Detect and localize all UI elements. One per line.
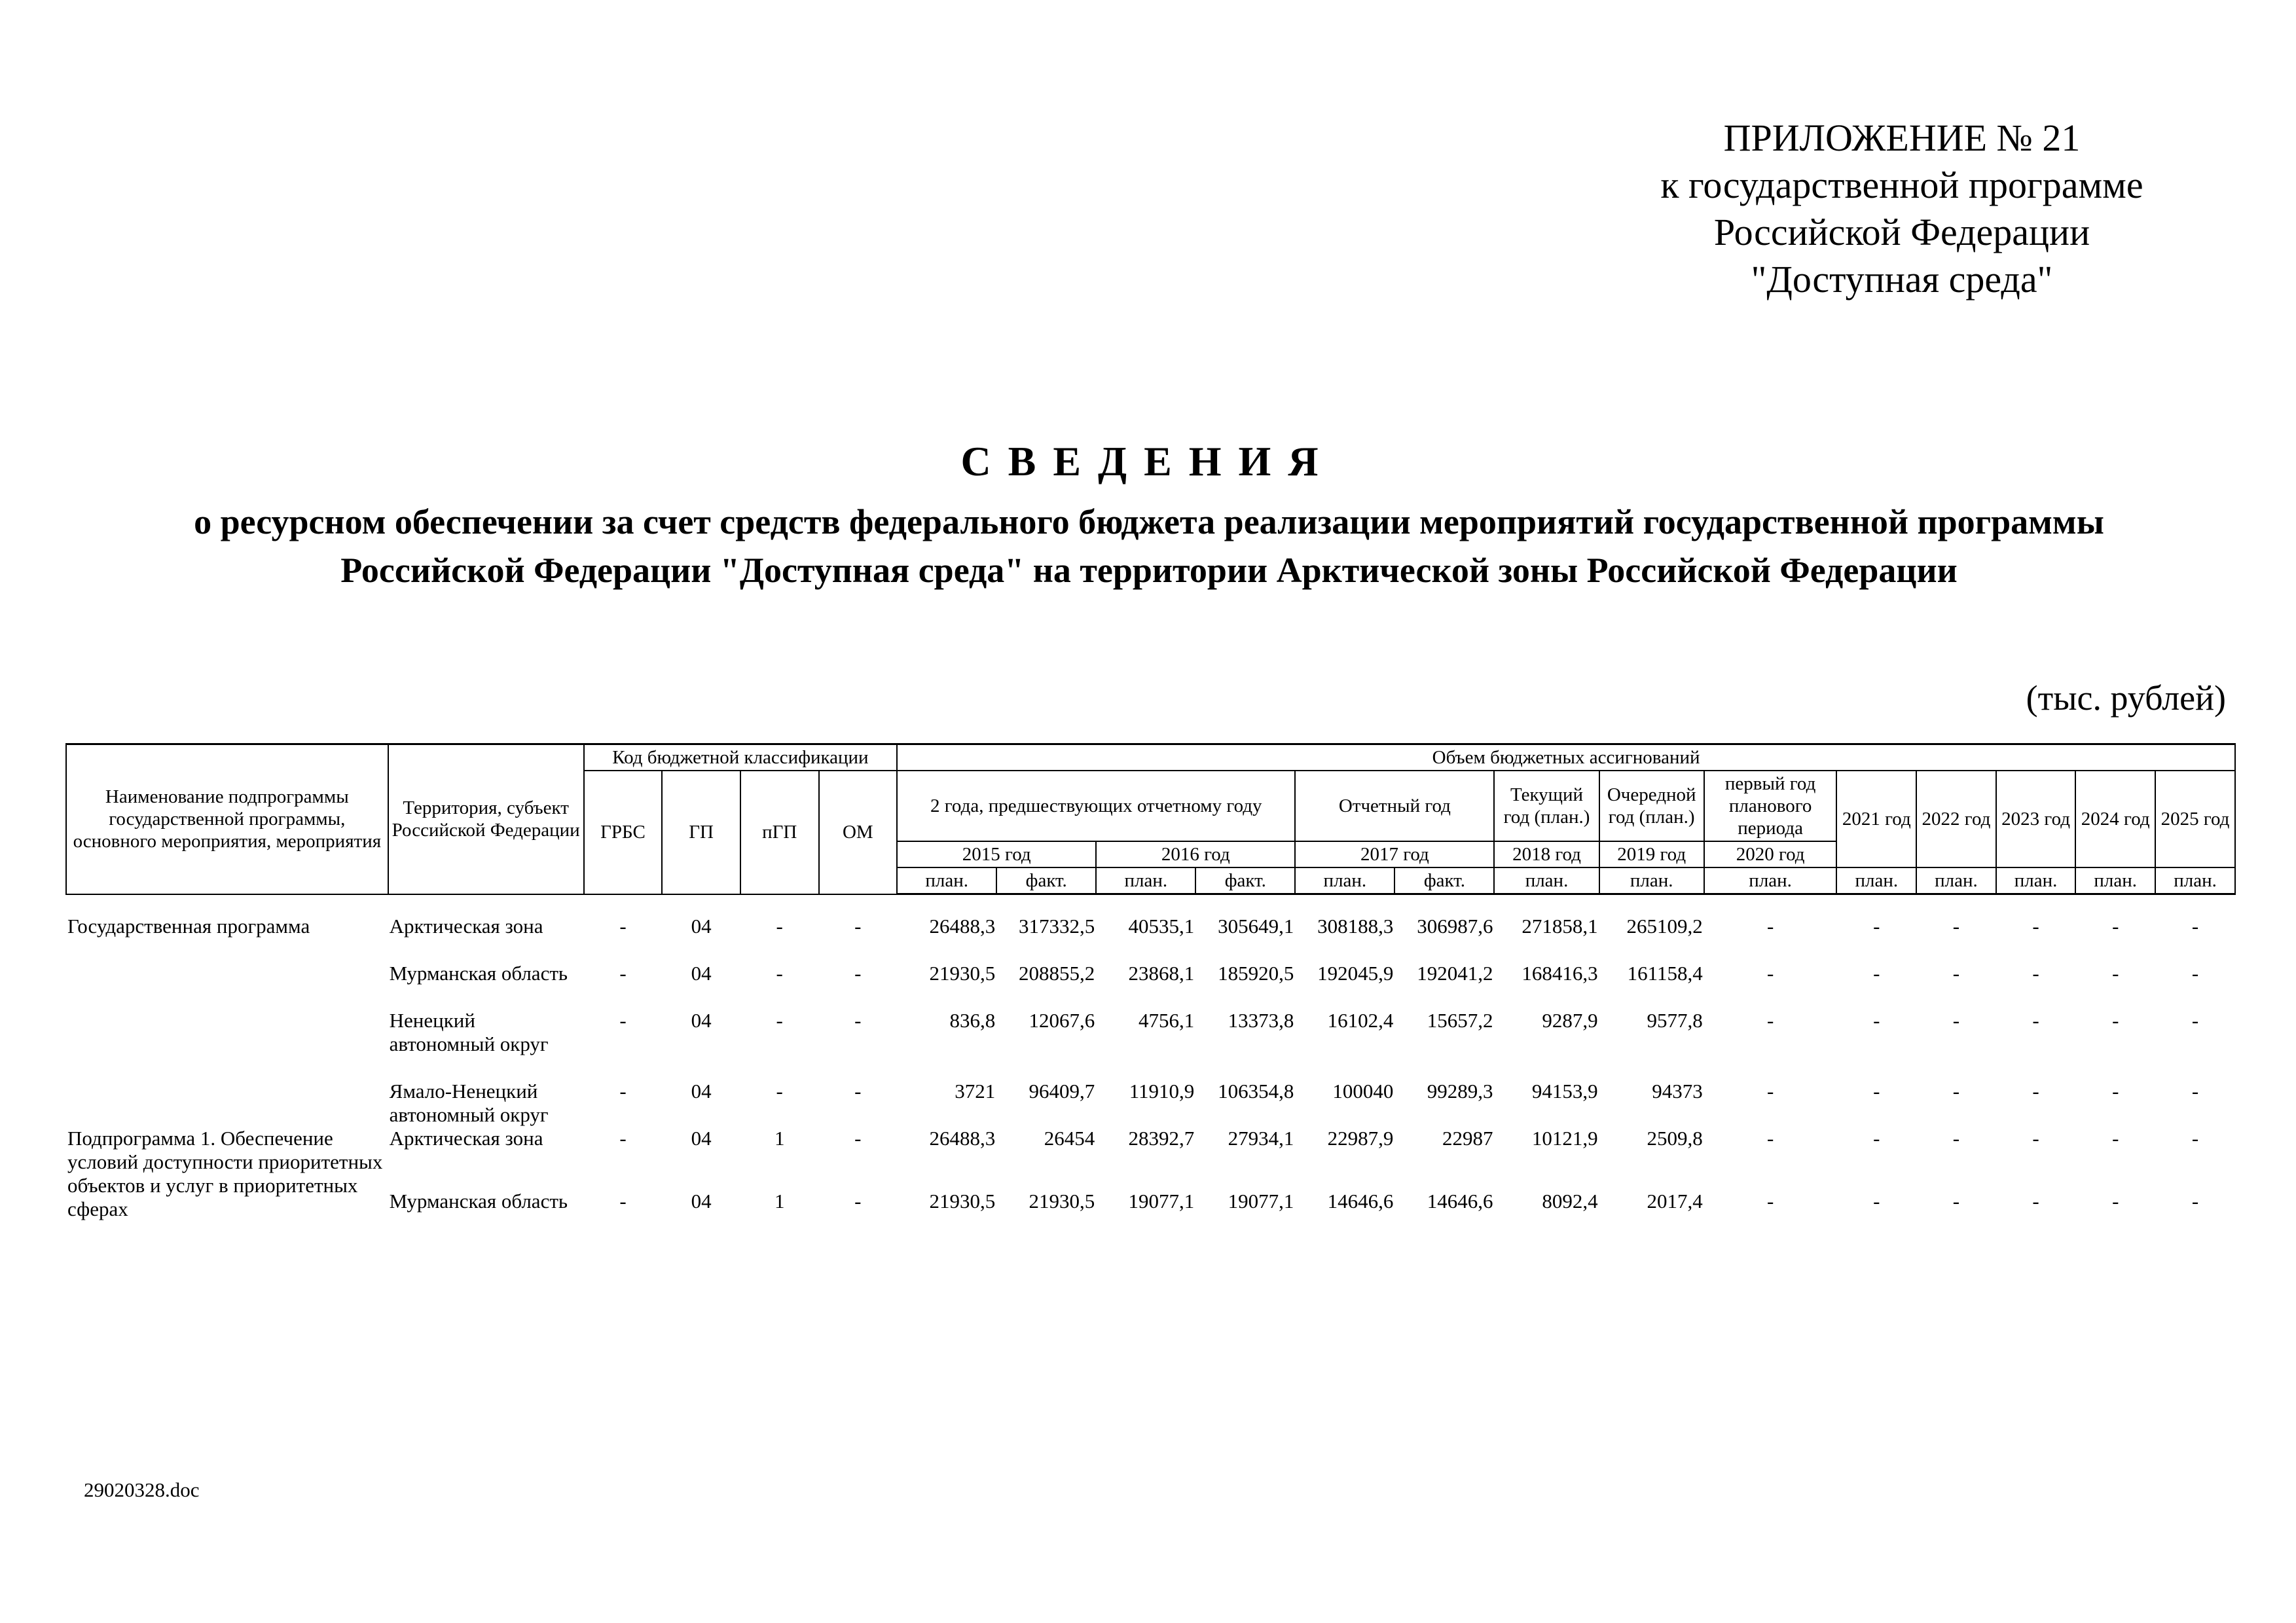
- document-title: СВЕДЕНИЯ: [960, 438, 1336, 484]
- row-value: -: [1873, 1190, 1880, 1213]
- table-row: [66, 1080, 2235, 1127]
- row-value: 9287,9: [1542, 1009, 1598, 1032]
- row-grbs: -: [619, 1080, 627, 1103]
- row-gp: 04: [691, 962, 712, 985]
- row-value: 185920,5: [1218, 962, 1294, 985]
- row-value: 15657,2: [1427, 1009, 1493, 1032]
- table-row: [66, 1127, 2235, 1190]
- row-value: 94373: [1652, 1080, 1703, 1103]
- row-value: 26488,3: [929, 915, 996, 938]
- appendix-line-4: "Доступная среда": [1751, 258, 2053, 301]
- row-value: 13373,8: [1228, 1009, 1294, 1032]
- row-value: 100040: [1332, 1080, 1394, 1103]
- row-value: -: [1766, 1190, 1774, 1213]
- row-value: -: [2032, 1190, 2039, 1213]
- subtitle-line-1: о ресурсном обеспечении за счет средств федерального бюджета реализации мероприятий государственной программы: [194, 502, 2104, 541]
- row-value: -: [2032, 915, 2039, 938]
- units-label: (тыс. рублей): [2026, 678, 2226, 718]
- header-2025: 2025 год: [2155, 771, 2235, 867]
- row-value: 21930,5: [1029, 1190, 1095, 1213]
- row-value: -: [1873, 915, 1880, 938]
- row-value: -: [2191, 915, 2199, 938]
- row-value: 9577,8: [1647, 1009, 1703, 1032]
- row-value: -: [2032, 1127, 2039, 1150]
- row-value: 271858,1: [1522, 915, 1598, 938]
- row-gp: 04: [691, 1127, 712, 1150]
- row-pgp: 1: [774, 1127, 785, 1150]
- header-year-2018: 2018 год: [1494, 841, 1599, 867]
- row-value: -: [2112, 1127, 2119, 1150]
- row-value: 94153,9: [1531, 1080, 1598, 1103]
- row-pgp: 1: [774, 1190, 785, 1213]
- row-value: -: [1952, 1009, 1960, 1032]
- row-value: 26454: [1044, 1127, 1095, 1150]
- header-gp: ГП: [662, 771, 740, 894]
- row-value: 96409,7: [1029, 1080, 1095, 1103]
- row-name: [66, 962, 388, 1009]
- row-value: -: [2032, 1080, 2039, 1103]
- row-value: 836,8: [949, 1009, 996, 1032]
- row-value: 28392,7: [1128, 1127, 1195, 1150]
- header-plan: план.: [1916, 867, 1996, 894]
- row-gp: 04: [691, 1009, 712, 1032]
- table-row: [66, 915, 2235, 962]
- header-code-group: Код бюджетной классификации: [584, 744, 897, 771]
- row-value: -: [2191, 1127, 2199, 1150]
- header-year-2017: 2017 год: [1295, 841, 1494, 867]
- header-plan: план.: [1096, 867, 1195, 894]
- row-value: -: [1952, 1190, 1960, 1213]
- row-gp: 04: [691, 1190, 712, 1213]
- header-volume-group: Объем бюджетных ассигнований: [897, 744, 2235, 771]
- header-plan: план.: [1836, 867, 1916, 894]
- row-value: 2509,8: [1647, 1127, 1703, 1150]
- header-year-2019: 2019 год: [1599, 841, 1704, 867]
- row-value: 19077,1: [1228, 1190, 1294, 1213]
- row-gp: 04: [691, 1080, 712, 1103]
- row-territory: Арктическая зона: [389, 1127, 543, 1150]
- row-om: -: [854, 915, 862, 938]
- header-name: Наименование подпрограммы государственной программы, основного мероприятия, мероприятия: [66, 744, 388, 894]
- row-value: 3721: [955, 1080, 996, 1103]
- row-value: -: [2112, 1080, 2119, 1103]
- header-plan: план.: [2075, 867, 2155, 894]
- row-value: -: [2112, 1009, 2119, 1032]
- header-plan: план.: [1599, 867, 1704, 894]
- header-first-plan-year: первый год планового периода: [1704, 771, 1837, 841]
- row-value: 21930,5: [929, 1190, 996, 1213]
- row-value: -: [2032, 962, 2039, 985]
- row-value: -: [1873, 1009, 1880, 1032]
- row-value: 106354,8: [1218, 1080, 1294, 1103]
- header-current-year: Текущий год (план.): [1494, 771, 1599, 841]
- header-om: ОМ: [819, 771, 898, 894]
- row-pgp: -: [776, 962, 783, 985]
- header-year-2020: 2020 год: [1704, 841, 1837, 867]
- row-value: -: [1952, 915, 1960, 938]
- row-grbs: -: [619, 962, 627, 985]
- row-gp: 04: [691, 915, 712, 938]
- row-value: -: [2112, 915, 2119, 938]
- table-row: [66, 1009, 2235, 1080]
- row-value: 306987,6: [1417, 915, 1493, 938]
- header-plan: план.: [1704, 867, 1837, 894]
- header-2021: 2021 год: [1836, 771, 1916, 867]
- header-plan: план.: [897, 867, 996, 894]
- row-om: -: [854, 1080, 862, 1103]
- row-name: [66, 1080, 388, 1127]
- row-territory: Мурманская область: [389, 1190, 568, 1213]
- document-reference: 29020328.doc: [84, 1478, 200, 1501]
- row-value: -: [1766, 962, 1774, 985]
- row-value: -: [1873, 1080, 1880, 1103]
- table-header: [66, 744, 2235, 894]
- row-value: 19077,1: [1128, 1190, 1195, 1213]
- row-value: -: [2112, 1190, 2119, 1213]
- row-territory: Арктическая зона: [389, 915, 543, 938]
- row-value: -: [1766, 915, 1774, 938]
- row-territory: Ямало-Ненецкий автономный округ: [389, 1080, 549, 1126]
- header-grbs: ГРБС: [584, 771, 663, 894]
- row-om: -: [854, 1009, 862, 1032]
- row-value: -: [2191, 962, 2199, 985]
- row-value: -: [1952, 962, 1960, 985]
- row-value: 192045,9: [1317, 962, 1394, 985]
- row-name: Государственная программа: [67, 915, 310, 938]
- row-pgp: -: [776, 915, 783, 938]
- row-value: -: [1766, 1009, 1774, 1032]
- row-value: 21930,5: [929, 962, 996, 985]
- row-value: -: [1952, 1080, 1960, 1103]
- row-value: -: [1952, 1127, 1960, 1150]
- row-value: 168416,3: [1522, 962, 1598, 985]
- row-value: -: [1766, 1080, 1774, 1103]
- row-grbs: -: [619, 1127, 627, 1150]
- row-territory: Мурманская область: [389, 962, 568, 985]
- row-name: [66, 1009, 388, 1080]
- row-value: 4756,1: [1139, 1009, 1195, 1032]
- row-value: 192041,2: [1417, 962, 1493, 985]
- row-value: 26488,3: [929, 1127, 996, 1150]
- header-prev-years: 2 года, предшествующих отчетному году: [897, 771, 1295, 841]
- row-value: -: [2191, 1190, 2199, 1213]
- row-value: 12067,6: [1029, 1009, 1095, 1032]
- row-value: 317332,5: [1019, 915, 1095, 938]
- header-plan: план.: [1295, 867, 1394, 894]
- row-om: -: [854, 1127, 862, 1150]
- row-value: 22987: [1442, 1127, 1493, 1150]
- header-next-year: Очередной год (план.): [1599, 771, 1704, 841]
- row-value: 161158,4: [1627, 962, 1703, 985]
- header-2024: 2024 год: [2075, 771, 2155, 867]
- row-om: -: [854, 962, 862, 985]
- row-value: 10121,9: [1531, 1127, 1598, 1150]
- table-row: [66, 1190, 2235, 1221]
- appendix-block: [1604, 115, 2200, 303]
- row-om: -: [854, 1190, 862, 1213]
- header-report-year: Отчетный год: [1295, 771, 1494, 841]
- row-name: Подпрограмма 1. Обеспечение условий доступности приоритетных объектов и услуг в приоритетных сферах: [67, 1127, 383, 1220]
- row-grbs: -: [619, 1009, 627, 1032]
- row-territory: Ненецкий автономный округ: [389, 1009, 549, 1055]
- row-value: 11910,9: [1129, 1080, 1195, 1103]
- table-body: [66, 894, 2235, 1222]
- header-2022: 2022 год: [1916, 771, 1996, 867]
- appendix-line-3: Российской Федерации: [1713, 211, 2090, 253]
- header-fact: факт.: [1195, 867, 1295, 894]
- row-value: -: [1873, 962, 1880, 985]
- row-value: 2017,4: [1647, 1190, 1703, 1213]
- header-year-2016: 2016 год: [1096, 841, 1295, 867]
- row-value: 208855,2: [1019, 962, 1095, 985]
- row-value: 22987,9: [1327, 1127, 1394, 1150]
- row-grbs: -: [619, 915, 627, 938]
- row-value: 305649,1: [1218, 915, 1294, 938]
- row-value: 265109,2: [1626, 915, 1703, 938]
- row-value: -: [1766, 1127, 1774, 1150]
- row-value: 14646,6: [1327, 1190, 1394, 1213]
- header-fact: факт.: [1394, 867, 1494, 894]
- row-grbs: -: [619, 1190, 627, 1213]
- header-fact: факт.: [996, 867, 1096, 894]
- row-value: -: [2191, 1080, 2199, 1103]
- header-plan: план.: [1494, 867, 1599, 894]
- header-2023: 2023 год: [1996, 771, 2076, 867]
- header-year-2015: 2015 год: [897, 841, 1096, 867]
- row-value: -: [2191, 1009, 2199, 1032]
- header-plan: план.: [2155, 867, 2235, 894]
- row-value: -: [2112, 962, 2119, 985]
- row-value: 23868,1: [1128, 962, 1195, 985]
- row-value: -: [2032, 1009, 2039, 1032]
- document-subtitle: [79, 498, 2219, 594]
- row-value: 40535,1: [1128, 915, 1195, 938]
- header-pgp: пГП: [740, 771, 819, 894]
- header-plan: план.: [1996, 867, 2076, 894]
- table-row: [66, 962, 2235, 1009]
- row-value: 99289,3: [1427, 1080, 1493, 1103]
- subtitle-line-2: Российской Федерации "Доступная среда" на территории Арктической зоны Российской Федерации: [340, 551, 1958, 590]
- row-pgp: -: [776, 1009, 783, 1032]
- row-value: 27934,1: [1228, 1127, 1294, 1150]
- appendix-number: ПРИЛОЖЕНИЕ № 21: [1723, 117, 2081, 159]
- row-value: -: [1873, 1127, 1880, 1150]
- row-value: 14646,6: [1427, 1190, 1493, 1213]
- row-value: 16102,4: [1327, 1009, 1394, 1032]
- row-pgp: -: [776, 1080, 783, 1103]
- header-territory: Территория, субъект Российской Федерации: [388, 744, 584, 894]
- row-value: 8092,4: [1542, 1190, 1598, 1213]
- budget-table: [65, 743, 2236, 1221]
- row-value: 308188,3: [1317, 915, 1394, 938]
- appendix-line-2: к государственной программе: [1660, 164, 2143, 206]
